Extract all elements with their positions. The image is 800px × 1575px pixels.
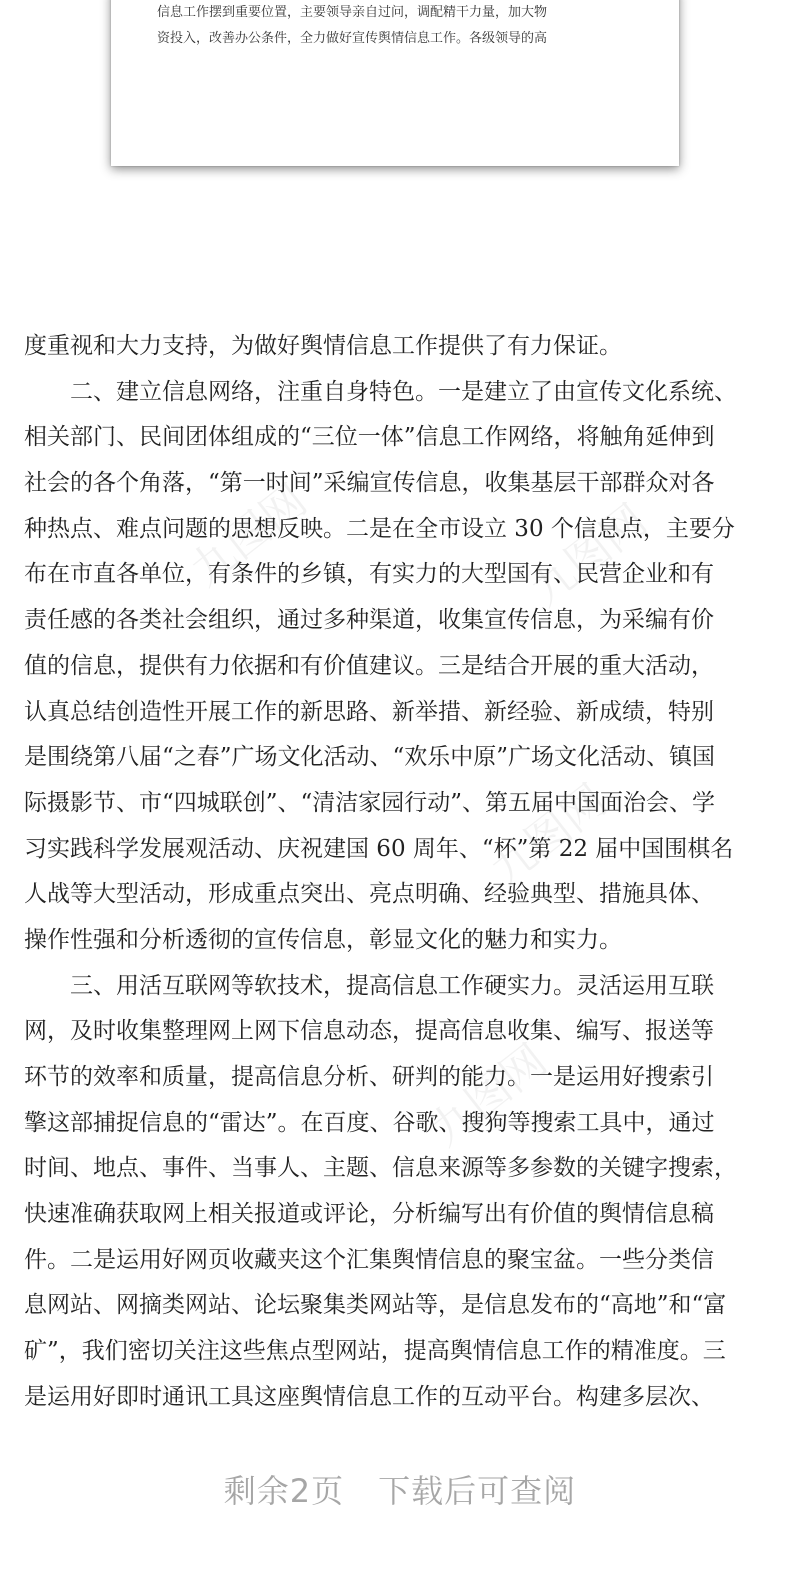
document-line: 社会的各个角落，“第一时间”采编宣传信息，收集基层干部群众对各 (24, 470, 715, 497)
download-prompt[interactable] (0, 1466, 800, 1516)
preview-card-line: 信息工作摆到重要位置，主要领导亲自过问，调配精干力量，加大物 (157, 5, 548, 20)
watermark: 九图网 (481, 774, 617, 897)
document-line: 责任感的各类社会组织，通过多种渠道，收集宣传信息，为采编有价 (24, 607, 714, 634)
watermark: 九图网 (521, 494, 657, 617)
document-line: 环节的效率和质量，提高信息分析、研判的能力。一是运用好搜索引 (24, 1064, 714, 1090)
preview-card-text (157, 0, 637, 52)
document-line: 相关部门、民间团体组成的“三位一体”信息工作网络，将触角延伸到 (24, 424, 715, 451)
document-line: 三、用活互联网等软技术，提高信息工作硬实力。灵活运用互联 (24, 972, 714, 999)
preview-card-line: 资投入，改善办公条件，全力做好宣传舆情信息工作。各级领导的高 (157, 31, 548, 46)
document-line: 际摄影节、市“四城联创”、“清洁家园行动”、第五届中国面治会、学 (24, 789, 716, 816)
preview-card (111, 0, 679, 166)
document-line: 是运用好即时通讯工具这座舆情信息工作的互动平台。构建多层次、 (24, 1383, 714, 1410)
document-line: 网，及时收集整理网上网下信息动态，提高信息收集、编写、报送等 (24, 1018, 714, 1045)
document-line: 件。二是运用好网页收藏夹这个汇集舆情信息的聚宝盆。一些分类信 (24, 1246, 714, 1273)
document-line: 矿”，我们密切关注这些焦点型网站，提高舆情信息工作的精准度。三 (24, 1338, 726, 1365)
watermark: 九图网 (421, 1034, 557, 1157)
document-line: 度重视和大力支持，为做好舆情信息工作提供了有力保证。 (24, 333, 622, 359)
download-to-view-label: 下载后可查阅 (378, 1472, 577, 1510)
remaining-pages-label: 剩余2页 (223, 1472, 345, 1510)
document-line: 人战等大型活动，形成重点突出、亮点明确、经验典型、措施具体、 (24, 881, 714, 908)
watermark: 九图网 (181, 474, 317, 597)
document-line: 快速准确获取网上相关报道或评论，分析编写出有价值的舆情信息稿 (24, 1201, 714, 1228)
document-line: 操作性强和分析透彻的宣传信息，彰显文化的魅力和实力。 (24, 926, 622, 953)
document-line: 擎这部捕捉信息的“雷达”。在百度、谷歌、搜狗等搜索工具中，通过 (24, 1109, 715, 1136)
document-body (24, 324, 790, 1421)
document-line: 习实践科学发展观活动、庆祝建国 60 周年、“杯”第 22 届中国围棋名 (24, 835, 734, 862)
document-line: 种热点、难点问题的思想反映。二是在全市设立 30 个信息点，主要分 (24, 515, 735, 542)
document-line: 二、建立信息网络，注重自身特色。一是建立了由宣传文化系统、 (24, 378, 737, 405)
document-line: 息网站、网摘类网站、论坛聚集类网站等，是信息发布的“高地”和“富 (24, 1292, 727, 1319)
document-line: 布在市直各单位，有条件的乡镇，有实力的大型国有、民营企业和有 (24, 561, 714, 588)
document-line: 是围绕第八届“之春”广场文化活动、“欢乐中原”广场文化活动、镇国 (24, 744, 716, 771)
document-line: 认真总结创造性开展工作的新思路、新举措、新经验、新成绩，特别 (24, 698, 714, 725)
document-line: 值的信息，提供有力依据和有价值建议。三是结合开展的重大活动， (24, 652, 714, 679)
document-line: 时间、地点、事件、当事人、主题、信息来源等多参数的关键字搜索， (24, 1155, 737, 1182)
